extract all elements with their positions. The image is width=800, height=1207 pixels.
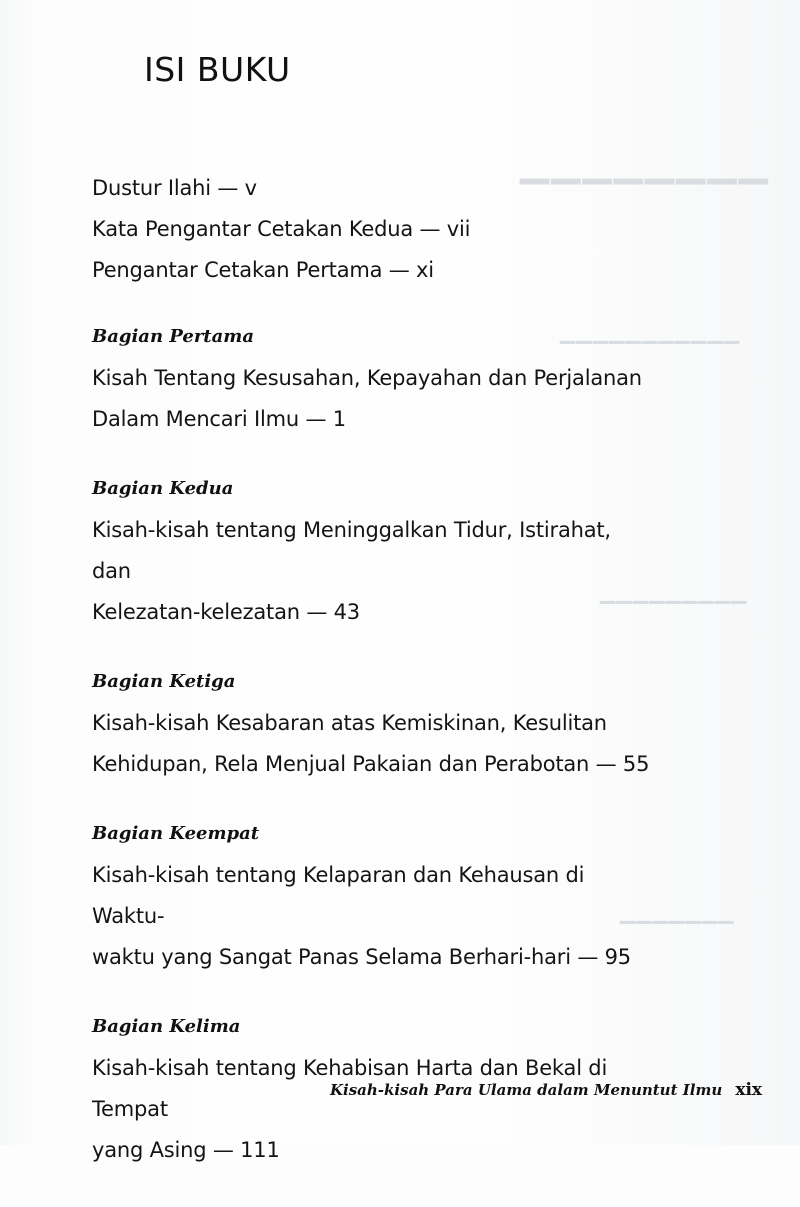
toc-entry-kata-pengantar[interactable]: Kata Pengantar Cetakan Kedua — vii <box>92 217 471 241</box>
section-heading: Bagian Ketiga <box>92 671 236 692</box>
section-title-line[interactable]: Kisah Tentang Kesusahan, Kepayahan dan Perjalanan <box>92 366 642 390</box>
section-title-line[interactable]: Dalam Mencari Ilmu — 1 <box>92 407 346 431</box>
table-of-contents <box>92 168 742 1207</box>
section-heading: Bagian Kedua <box>92 478 234 499</box>
page-number: xix <box>735 1080 763 1100</box>
show-through-decoration: ▁▁▁▁▁▁▁▁ <box>520 140 770 184</box>
toc-section-4 <box>92 821 742 978</box>
section-title-line[interactable]: waktu yang Sangat Panas Selama Berhari-hari — 95 <box>92 945 631 969</box>
section-title-line[interactable]: Kisah-kisah tentang Meninggalkan Tidur, Istirahat, dan <box>92 518 611 583</box>
section-title-line[interactable]: Kehidupan, Rela Menjual Pakaian dan Perabotan — 55 <box>92 752 650 776</box>
show-through-decoration: ▁▁▁▁▁▁▁▁▁ <box>600 580 748 604</box>
section-title-line[interactable]: yang Asing — 111 <box>92 1138 280 1162</box>
front-matter-list <box>92 168 742 291</box>
toc-section-2 <box>92 476 742 633</box>
section-title-line[interactable]: Kelezatan-kelezatan — 43 <box>92 600 360 624</box>
show-through-decoration: ▁▁▁▁▁▁▁ <box>620 900 735 924</box>
section-heading: Bagian Keempat <box>92 823 260 844</box>
show-through-decoration: ▁▁▁▁▁▁▁▁▁▁▁ <box>560 320 741 344</box>
toc-entry-pengantar-cetakan-pertama[interactable]: Pengantar Cetakan Pertama — xi <box>92 258 434 282</box>
toc-section-1 <box>92 324 742 440</box>
section-title-line[interactable]: Kisah-kisah tentang Kehabisan Harta dan Bekal di Tempat <box>92 1056 608 1121</box>
section-title-line[interactable]: Kisah-kisah Kesabaran atas Kemiskinan, Kesulitan <box>92 711 607 735</box>
running-footer <box>330 1080 763 1100</box>
section-heading: Bagian Kelima <box>92 1016 241 1037</box>
section-title-line[interactable]: Kisah-kisah tentang Kelaparan dan Kehausan di Waktu- <box>92 863 585 928</box>
toc-entry-dustur-ilahi[interactable]: Dustur Ilahi — v <box>92 176 257 200</box>
page-title: ISI BUKU <box>144 50 291 89</box>
section-heading: Bagian Pertama <box>92 326 254 347</box>
toc-section-3 <box>92 669 742 785</box>
footer-book-title: Kisah-kisah Para Ulama dalam Menuntut Ilmu <box>330 1081 723 1099</box>
